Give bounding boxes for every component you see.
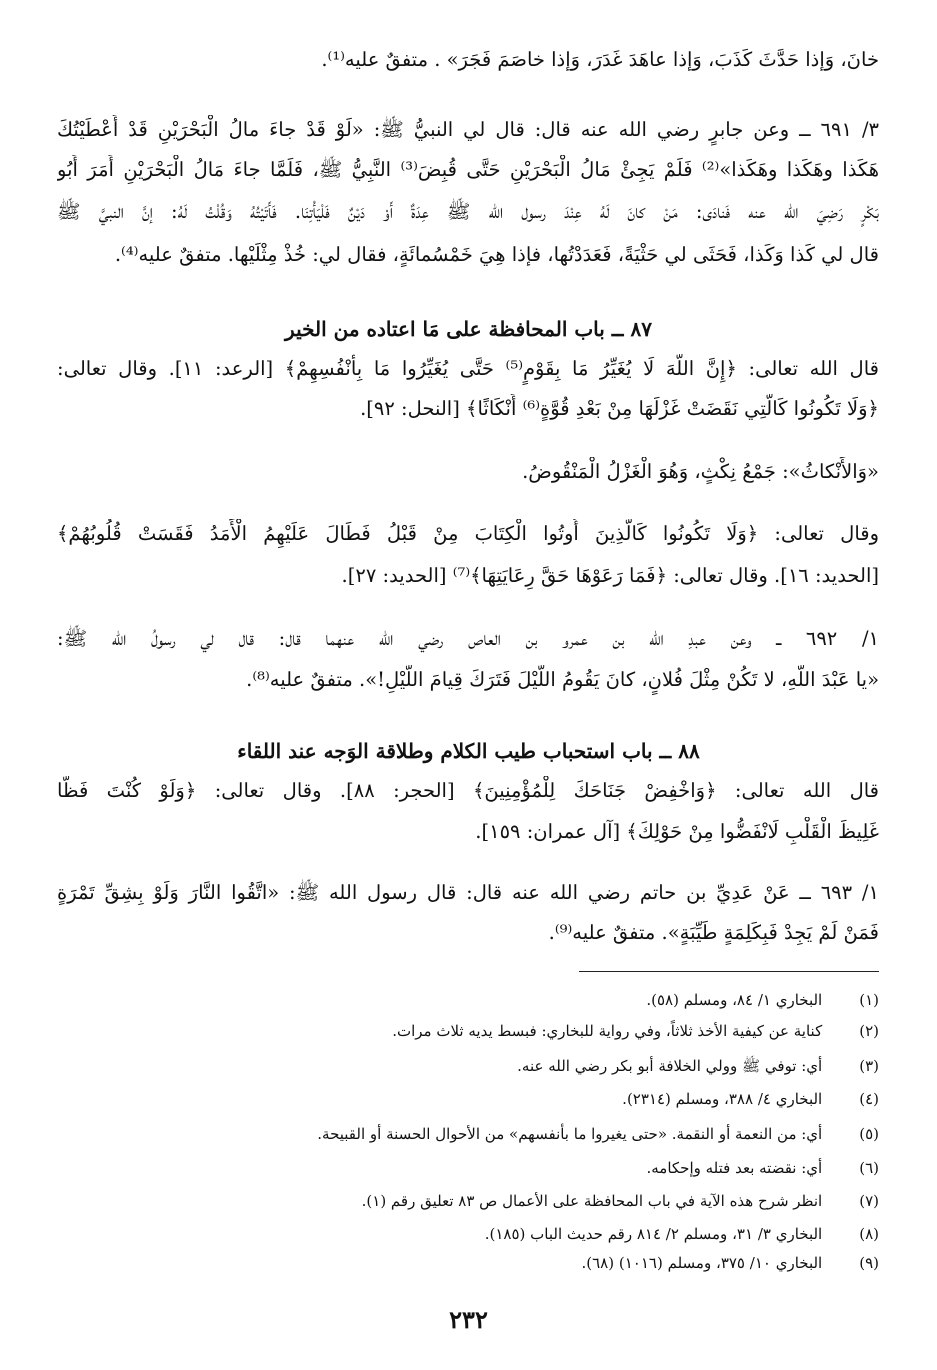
chapter-heading-87: ٨٧ ــ باب المحافظة على مَا اعتاده من الخير bbox=[285, 317, 652, 341]
footnote-number: (٦) bbox=[859, 1159, 879, 1177]
hadith-692-line: «يا عَبْدَ اللَّهِ، لا تَكُنْ مِثْلَ فُلانٍ، كانَ يَقُومُ اللَّيْلَ فَتَرَكَ قِيامَ اللَّيْلِ!». متفقٌ عليه⁽⁸⁾. bbox=[246, 668, 879, 691]
footnote-text: البخاري ١/ ٨٤، ومسلم (٥٨). bbox=[646, 991, 823, 1009]
definition-line: «وَالأَنْكاثُ»: جَمْعُ نِكْثٍ، وَهُوَ الْغَزْلُ الْمَنْقُوضُ. bbox=[522, 460, 879, 483]
footnote-text: أي: من النعمة أو النقمة. «حتى يغيروا ما بأنفسهم» من الأحوال الحسنة أو القبيحة. bbox=[317, 1125, 823, 1143]
footnote-number: (٣) bbox=[859, 1057, 879, 1075]
footnote-number: (٩) bbox=[859, 1254, 879, 1272]
footnote bbox=[57, 1188, 879, 1216]
footnote-number: (٢) bbox=[859, 1022, 879, 1040]
chapter-heading-88: ٨٨ ــ باب استحباب طيب الكلام وطلاقة الوَجه عند اللقاء bbox=[237, 739, 700, 763]
hadith-693-line: ١/ ٦٩٣ ــ عَنْ عَدِيِّ بن حاتم رضي الله عنه قال: قال رسول الله ﷺ: «اتَّقُوا النَّارَ وَلَوْ بِشِقِّ تَمْرَةٍ bbox=[57, 881, 879, 904]
verse-line: [الحديد: ١٦]. وقال تعالى: ﴿فَمَا رَعَوْهَا حَقَّ رِعَايَتِهَا﴾⁽⁷⁾ [الحديد: ٢٧]. bbox=[341, 564, 879, 587]
verse-line: قال الله تعالى: ﴿وَاخْفِضْ جَنَاحَكَ لِلْمُؤْمِنِينَ﴾ [الحجر: ٨٨]. وقال تعالى: ﴿وَلَوْ كُنْتَ فَظًّا bbox=[57, 779, 879, 802]
footnote-text: البخاري ١٠/ ٣٧٥، ومسلم (١٠١٦) (٦٨). bbox=[581, 1254, 823, 1272]
hadith-692-line: ١/ ٦٩٢ ــ وعن عبدِ الله بن عمرو بن العاص رضي الله عنهما قال: قال لي رسولُ الله ﷺ: bbox=[57, 627, 879, 650]
footnote-text: كناية عن كيفية الأخذ ثلاثاً، وفي رواية للبخاري: فبسط يديه ثلاث مرات. bbox=[392, 1022, 823, 1040]
footnote-text: البخاري ٣/ ٣١، ومسلم ٢/ ٨١٤ رقم حديث الباب (١٨٥). bbox=[484, 1225, 823, 1243]
footnote-divider bbox=[579, 971, 879, 972]
hadith-691-line: بَكْرٍ رَضِيَ الله عنه فَنادَى: مَنْ كانَ لَهُ عِنْدَ رسول الله ﷺ عِدَةٌ أَوْ دَيْنٌ فَلْيَأْتِنَا. فَأَتَيْتُهُ وَقُلْتُ لَهُ: إنَّ النبيَّ ﷺ bbox=[57, 200, 879, 223]
footnote-text: البخاري ٤/ ٣٨٨، ومسلم (٢٣١٤). bbox=[622, 1090, 823, 1108]
footnote-number: (٥) bbox=[859, 1125, 879, 1143]
footnote bbox=[57, 1155, 879, 1183]
footnote bbox=[57, 1221, 879, 1249]
hadith-691-line: هَكَذا وهَكَذا وهَكَذا»⁽²⁾ فَلَمْ يَجِئْ مَالُ الْبَحْرَيْنِ حَتَّى قُبِضَ⁽³⁾ النَّبِيُّ ﷺ، فَلَمَّا جاءَ مَالُ الْبَحْرَيْنِ أَمَرَ أَبُو bbox=[57, 158, 879, 181]
footnote-text: أي: نقضته بعد فتله وإحكامه. bbox=[646, 1159, 823, 1177]
hadith-691-line: قال لي كَذا وَكَذا، فَحَثَى لي حَثْيَةً، فَعَدَدْتُها، فإذا هِيَ خَمْسُمائَةٍ، فقال لي: خُذْ مِثْلَيْها. متفقٌ عليه⁽⁴⁾. bbox=[114, 243, 879, 266]
hadith-691-line: ٣/ ٦٩١ ــ وعن جابرٍ رضي الله عنه قال: قال لي النبيُّ ﷺ: «لَوْ قَدْ جاءَ مالُ الْبَحْرَيْنِ قَدْ أَعْطَيْتُكَ bbox=[57, 118, 879, 141]
footnote bbox=[57, 1053, 879, 1081]
footnote-number: (٤) bbox=[859, 1090, 879, 1108]
footnote bbox=[57, 1250, 879, 1278]
footnote-text: انظر شرح هذه الآية في باب المحافظة على الأعمال ص ٨٣ تعليق رقم (١). bbox=[361, 1192, 823, 1210]
verse-line: غَلِيظَ الْقَلْبِ لَانْفَضُّوا مِنْ حَوْلِكَ﴾ [آل عمران: ١٥٩]. bbox=[475, 820, 879, 843]
verse-line: قال الله تعالى: ﴿إِنَّ اللَّهَ لَا يُغَيِّرُ مَا بِقَوْمٍ⁽⁵⁾ حَتَّى يُغَيِّرُوا مَا بِأَنْفُسِهِمْ﴾ [الرعد: ١١]. وقال تعالى: bbox=[57, 357, 879, 380]
footnote bbox=[57, 987, 879, 1015]
footnote bbox=[57, 1018, 879, 1046]
page-number: ٢٣٢ bbox=[449, 1305, 488, 1334]
verse-line: ﴿وَلَا تَكُونُوا كَالَّتِي نَقَضَتْ غَزْلَهَا مِنْ بَعْدِ قُوَّةٍ⁽⁶⁾ أَنْكَاثًا﴾ [النحل: ٩٢]. bbox=[360, 397, 879, 420]
footnote bbox=[57, 1121, 879, 1149]
footnote-text: أي: توفي ﷺ وولي الخلافة أبو بكر رضي الله عنه. bbox=[517, 1057, 823, 1075]
footnote-number: (٧) bbox=[859, 1192, 879, 1210]
footnote bbox=[57, 1086, 879, 1114]
footnote-number: (٨) bbox=[859, 1225, 879, 1243]
text-line: خانَ، وَإذا حَدَّثَ كَذَبَ، وَإذا عاهَدَ غَدَرَ، وَإذا خاصَمَ فَجَرَ» . متفقٌ عليه⁽¹⁾. bbox=[321, 48, 879, 71]
hadith-693-line: فَمَنْ لَمْ يَجِدْ فَبِكَلِمَةٍ طَيِّبَةٍ». متفقٌ عليه⁽⁹⁾. bbox=[548, 921, 879, 944]
footnote-number: (١) bbox=[859, 991, 879, 1009]
verse-line: وقال تعالى: ﴿وَلَا تَكُونُوا كَالَّذِينَ أُوتُوا الْكِتَابَ مِنْ قَبْلُ فَطَالَ عَلَيْهِمُ الْأَمَدُ فَقَسَتْ قُلُوبُهُمْ﴾ bbox=[57, 522, 879, 545]
